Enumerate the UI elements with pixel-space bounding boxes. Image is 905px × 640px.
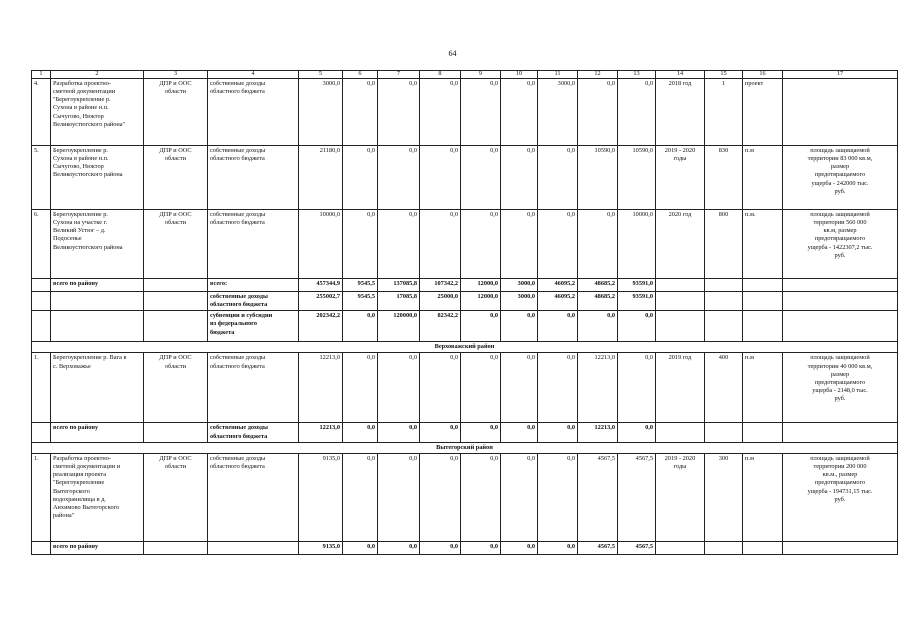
cell-y2017: 0,0: [420, 423, 461, 442]
column-number: 17: [783, 71, 898, 79]
cell-y2016: 0,0: [378, 209, 420, 278]
cell-y2016: 0,0: [378, 78, 420, 145]
cell-period: [656, 278, 705, 291]
column-numbers-row: [32, 71, 898, 79]
cell-y2022: 0,0: [618, 423, 656, 442]
cell-y2021: 48685,2: [578, 291, 618, 310]
cell-y2017: 82342,2: [420, 311, 461, 342]
cell-name: всего по району: [51, 423, 144, 442]
cell-y2018: 12000,0: [461, 278, 501, 291]
cell-executor: ДПР и ООС области: [144, 209, 208, 278]
cell-effect: [783, 278, 898, 291]
cell-y2016: 0,0: [378, 353, 420, 423]
cell-y2019: 0,0: [501, 311, 538, 342]
cell-y2020: 46095,2: [538, 278, 578, 291]
cell-num: 1.: [32, 353, 51, 423]
cell-effect: площадь защищаемой территории 40 000 кв.м, размер предотвращаемого ущерба - 2148,0 тыс. руб.: [783, 353, 898, 423]
cell-y2017: 107342,2: [420, 278, 461, 291]
cell-unit: п.м: [743, 353, 783, 423]
cell-y2022: 10590,0: [618, 145, 656, 209]
cell-y2021: 0,0: [578, 209, 618, 278]
column-number: 9: [461, 71, 501, 79]
cell-total: 202342,2: [299, 311, 343, 342]
cell-unit: п.м: [743, 453, 783, 541]
cell-y2015: 0,0: [343, 541, 378, 554]
cell-executor: [144, 423, 208, 442]
cell-period: 2018 год: [656, 78, 705, 145]
cell-effect: площадь защищаемой территории 560 000 кв.м, размер предотвращаемого ущерба - 1422307,2 тыс. руб.: [783, 209, 898, 278]
cell-name: Берегоукрепление р. Вага в с. Верховажье: [51, 353, 144, 423]
cell-qty: 1: [705, 78, 743, 145]
cell-executor: ДПР и ООС области: [144, 145, 208, 209]
cell-qty: 400: [705, 353, 743, 423]
table-row: [32, 145, 898, 209]
cell-period: [656, 423, 705, 442]
cell-period: 2019 год: [656, 353, 705, 423]
cell-y2020: 0,0: [538, 145, 578, 209]
cell-effect: [783, 423, 898, 442]
cell-y2021: 4567,5: [578, 541, 618, 554]
cell-y2019: 0,0: [501, 209, 538, 278]
table-row: [32, 353, 898, 423]
district-total-row: [32, 278, 898, 291]
cell-y2021: 12213,0: [578, 423, 618, 442]
column-number: 4: [208, 71, 299, 79]
cell-qty: [705, 291, 743, 310]
cell-y2017: 0,0: [420, 453, 461, 541]
cell-y2016: 120000,0: [378, 311, 420, 342]
cell-total: 9135,0: [299, 453, 343, 541]
cell-period: [656, 311, 705, 342]
cell-name: Разработка проектно- сметной документации и реализация проекта "Берегоукрепление Вытегорского водохранилища в д. Анхимово Вытегорского района": [51, 453, 144, 541]
cell-y2019: 0,0: [501, 541, 538, 554]
cell-y2019: 0,0: [501, 453, 538, 541]
cell-y2018: 0,0: [461, 541, 501, 554]
cell-y2019: 0,0: [501, 423, 538, 442]
cell-y2016: 0,0: [378, 145, 420, 209]
cell-y2019: 0,0: [501, 353, 538, 423]
cell-y2021: 0,0: [578, 311, 618, 342]
cell-y2022: 0,0: [618, 311, 656, 342]
column-number: 5: [299, 71, 343, 79]
cell-num: [32, 278, 51, 291]
cell-y2015: 0,0: [343, 209, 378, 278]
cell-y2018: 0,0: [461, 145, 501, 209]
cell-y2017: 0,0: [420, 78, 461, 145]
cell-y2018: 12000,0: [461, 291, 501, 310]
table-row: [32, 209, 898, 278]
cell-unit: [743, 311, 783, 342]
cell-y2021: 10590,0: [578, 145, 618, 209]
section-header-row: [32, 342, 898, 353]
district-total-row: [32, 311, 898, 342]
cell-period: [656, 291, 705, 310]
cell-source: собственные доходы областного бюджета: [208, 453, 299, 541]
column-number: 6: [343, 71, 378, 79]
cell-num: [32, 423, 51, 442]
cell-unit: [743, 423, 783, 442]
section-title: Вытегорский район: [32, 442, 898, 453]
cell-y2020: 0,0: [538, 353, 578, 423]
cell-y2017: 0,0: [420, 353, 461, 423]
column-number: 10: [501, 71, 538, 79]
cell-y2021: 4567,5: [578, 453, 618, 541]
cell-qty: 300: [705, 453, 743, 541]
cell-total: 457344,9: [299, 278, 343, 291]
cell-source: собственные доходы областного бюджета: [208, 78, 299, 145]
cell-y2019: 3000,0: [501, 291, 538, 310]
cell-effect: [783, 541, 898, 554]
table-row: [32, 78, 898, 145]
cell-y2018: 0,0: [461, 453, 501, 541]
cell-y2022: 93591,0: [618, 291, 656, 310]
cell-name: Разработка проектно- сметной документации "Берегоукрепление р. Сухона в районе н.п. Сычугово, Нюктор Великоустюгского района": [51, 78, 144, 145]
cell-qty: [705, 311, 743, 342]
cell-y2020: 3000,0: [538, 78, 578, 145]
cell-y2016: 0,0: [378, 453, 420, 541]
district-total-row: [32, 423, 898, 442]
cell-source: собственные доходы областного бюджета: [208, 209, 299, 278]
page-number: 64: [448, 49, 457, 58]
cell-executor: ДПР и ООС области: [144, 353, 208, 423]
cell-y2016: 0,0: [378, 541, 420, 554]
cell-y2022: 93591,0: [618, 278, 656, 291]
cell-total: 9135,0: [299, 541, 343, 554]
cell-num: 1.: [32, 453, 51, 541]
cell-y2017: 0,0: [420, 209, 461, 278]
cell-name: [51, 311, 144, 342]
cell-effect: [783, 291, 898, 310]
cell-y2020: 0,0: [538, 423, 578, 442]
cell-unit: проект: [743, 78, 783, 145]
column-number: 2: [51, 71, 144, 79]
cell-y2020: 46095,2: [538, 291, 578, 310]
cell-y2015: 0,0: [343, 353, 378, 423]
cell-y2019: 3000,0: [501, 278, 538, 291]
cell-total: 12213,0: [299, 423, 343, 442]
cell-qty: [705, 423, 743, 442]
cell-y2021: 48685,2: [578, 278, 618, 291]
cell-y2018: 0,0: [461, 353, 501, 423]
cell-source: [208, 541, 299, 554]
column-number: 3: [144, 71, 208, 79]
cell-period: 2019 - 2020 годы: [656, 453, 705, 541]
cell-y2022: 10000,0: [618, 209, 656, 278]
cell-num: 5.: [32, 145, 51, 209]
cell-num: [32, 541, 51, 554]
cell-y2018: 0,0: [461, 423, 501, 442]
cell-y2020: 0,0: [538, 209, 578, 278]
cell-y2022: 0,0: [618, 353, 656, 423]
cell-unit: п.м.: [743, 209, 783, 278]
cell-period: 2019 - 2020 годы: [656, 145, 705, 209]
cell-name: всего по району: [51, 541, 144, 554]
cell-y2018: 0,0: [461, 311, 501, 342]
cell-source: субвенции и субсидии из федерального бюджета: [208, 311, 299, 342]
district-total-row: [32, 541, 898, 554]
cell-y2021: 0,0: [578, 78, 618, 145]
program-table: [31, 70, 898, 555]
column-number: 12: [578, 71, 618, 79]
cell-num: [32, 291, 51, 310]
section-title: Верховажский район: [32, 342, 898, 353]
cell-y2015: 0,0: [343, 453, 378, 541]
district-total-row: [32, 291, 898, 310]
cell-effect: площадь защищаемой территории 83 000 кв.м, размер предотвращаемого ущерба - 242000 тыс. руб.: [783, 145, 898, 209]
cell-qty: 800: [705, 209, 743, 278]
cell-y2021: 12213,0: [578, 353, 618, 423]
cell-y2015: 0,0: [343, 423, 378, 442]
cell-name: [51, 291, 144, 310]
cell-qty: 830: [705, 145, 743, 209]
cell-y2022: 4567,5: [618, 541, 656, 554]
cell-effect: площадь защищаемой территории 200 000 кв.м., размер предотвращаемого ущерба - 194731,15 тыс. руб.: [783, 453, 898, 541]
cell-executor: [144, 311, 208, 342]
cell-source: собственные доходы областного бюджета: [208, 423, 299, 442]
table-row: [32, 453, 898, 541]
cell-name: Берегоукрепление р. Сухона в районе н.п. Сычугово, Нюктор Великоустюгского района: [51, 145, 144, 209]
cell-y2015: 0,0: [343, 311, 378, 342]
cell-total: 21180,0: [299, 145, 343, 209]
cell-num: 6.: [32, 209, 51, 278]
cell-total: 3000,0: [299, 78, 343, 145]
cell-unit: п.м: [743, 145, 783, 209]
cell-name: Берегоукрепление р. Сухона на участке г. Великий Устюг – д. Подосенье Великоустюгского района: [51, 209, 144, 278]
cell-y2019: 0,0: [501, 78, 538, 145]
cell-name: всего по району: [51, 278, 144, 291]
cell-executor: [144, 541, 208, 554]
cell-y2017: 0,0: [420, 145, 461, 209]
column-number: 11: [538, 71, 578, 79]
column-number: 8: [420, 71, 461, 79]
cell-qty: [705, 278, 743, 291]
cell-num: [32, 311, 51, 342]
cell-y2018: 0,0: [461, 209, 501, 278]
cell-source: собственные доходы областного бюджета: [208, 291, 299, 310]
cell-y2015: 9545,5: [343, 291, 378, 310]
column-number: 16: [743, 71, 783, 79]
section-header-row: [32, 442, 898, 453]
column-number: 1: [32, 71, 51, 79]
cell-total: 255002,7: [299, 291, 343, 310]
cell-y2017: 25000,0: [420, 291, 461, 310]
cell-unit: [743, 278, 783, 291]
cell-num: 4.: [32, 78, 51, 145]
cell-period: [656, 541, 705, 554]
cell-effect: [783, 311, 898, 342]
cell-y2020: 0,0: [538, 453, 578, 541]
cell-y2022: 0,0: [618, 78, 656, 145]
cell-period: 2020 год: [656, 209, 705, 278]
cell-y2015: 0,0: [343, 145, 378, 209]
cell-y2019: 0,0: [501, 145, 538, 209]
column-number: 7: [378, 71, 420, 79]
cell-executor: [144, 291, 208, 310]
cell-y2018: 0,0: [461, 78, 501, 145]
cell-source: всего:: [208, 278, 299, 291]
cell-y2016: 137085,8: [378, 278, 420, 291]
column-number: 13: [618, 71, 656, 79]
cell-source: собственные доходы областного бюджета: [208, 353, 299, 423]
cell-y2015: 0,0: [343, 78, 378, 145]
cell-y2020: 0,0: [538, 541, 578, 554]
cell-executor: ДПР и ООС области: [144, 78, 208, 145]
column-number: 15: [705, 71, 743, 79]
cell-total: 10000,0: [299, 209, 343, 278]
cell-unit: [743, 291, 783, 310]
cell-y2022: 4567,5: [618, 453, 656, 541]
cell-executor: ДПР и ООС области: [144, 453, 208, 541]
cell-unit: [743, 541, 783, 554]
column-number: 14: [656, 71, 705, 79]
cell-source: собственные доходы областного бюджета: [208, 145, 299, 209]
cell-y2015: 9545,5: [343, 278, 378, 291]
cell-y2020: 0,0: [538, 311, 578, 342]
cell-y2016: 0,0: [378, 423, 420, 442]
cell-qty: [705, 541, 743, 554]
cell-total: 12213,0: [299, 353, 343, 423]
cell-executor: [144, 278, 208, 291]
cell-effect: [783, 78, 898, 145]
cell-y2016: 17085,8: [378, 291, 420, 310]
cell-y2017: 0,0: [420, 541, 461, 554]
